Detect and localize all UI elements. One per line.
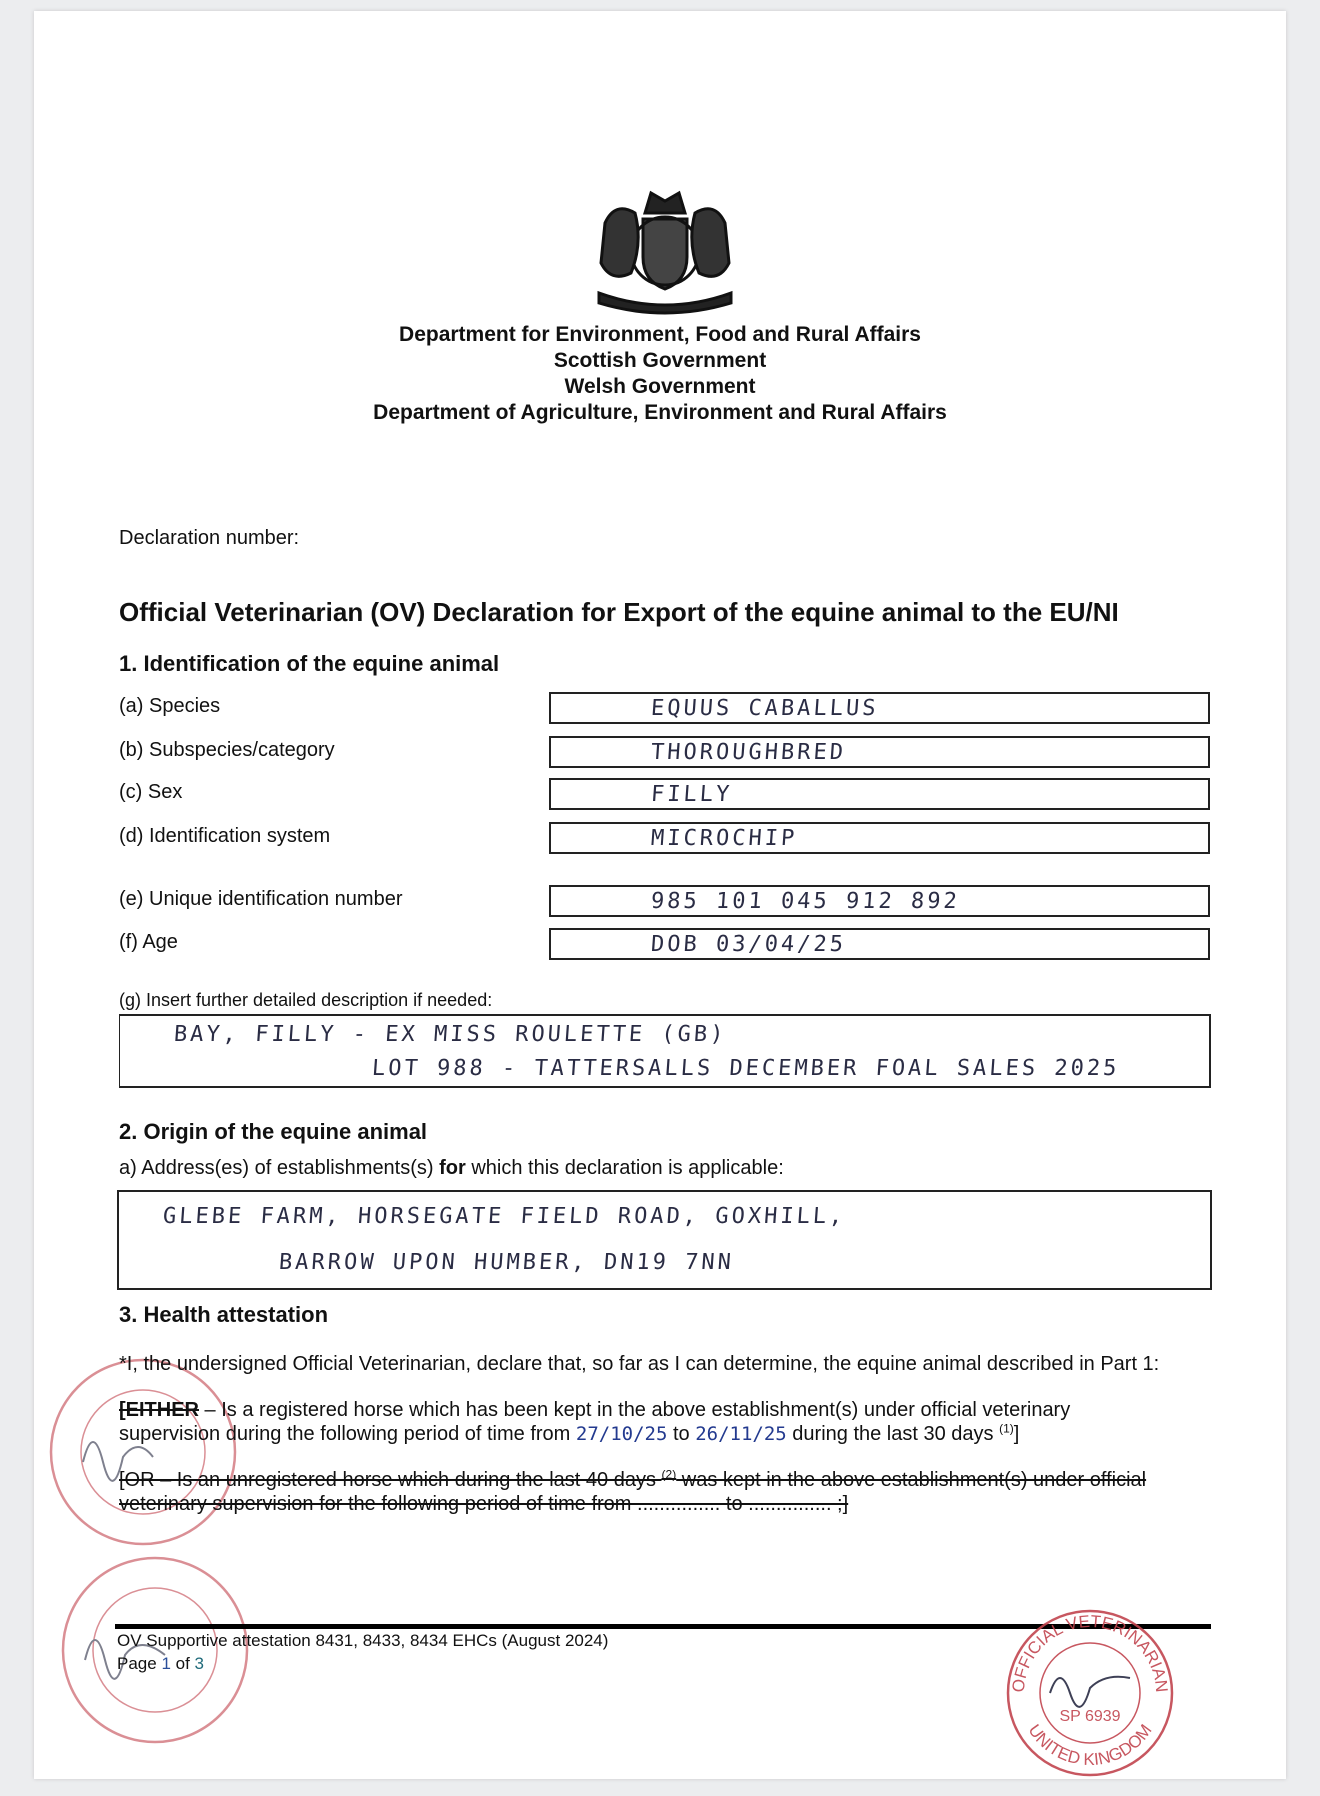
- stamp-top-text: OFFICIAL VETERINARIAN: [1008, 1611, 1172, 1694]
- subspecies-label: (b) Subspecies/category: [119, 739, 335, 761]
- subspecies-field[interactable]: [549, 736, 1210, 768]
- section3-heading: 3. Health attestation: [119, 1302, 329, 1327]
- id-system-label: (d) Identification system: [119, 825, 331, 847]
- description-label: (g) Insert further detailed description if needed:: [119, 990, 493, 1010]
- department-daera: Department of Agriculture, Environment and Rural Affairs: [373, 401, 947, 424]
- age-value: DOB 03/04/25: [650, 932, 847, 957]
- either-clause: [EITHER – Is a registered horse which has been kept in the above establishment(s) under official veterinary supervision during the following period of time from 27/10/25 to 26/11/25 during the last 30 days $^{(1)}$]: [119, 1399, 1071, 1445]
- species-field[interactable]: [549, 692, 1210, 724]
- stamp-code: SP 6939: [1059, 1708, 1121, 1725]
- age-field[interactable]: [549, 928, 1210, 960]
- department-scottish-government: Scottish Government: [553, 349, 767, 372]
- department-defra: Department for Environment, Food and Rural Affairs: [399, 323, 921, 346]
- unique-id-label: (e) Unique identification number: [119, 888, 403, 910]
- unique-id-field[interactable]: [549, 885, 1210, 917]
- section2-heading: 2. Origin of the equine animal: [119, 1119, 428, 1144]
- sex-value: FILLY: [650, 782, 734, 807]
- sex-field[interactable]: [549, 778, 1210, 810]
- description-line-1: BAY, FILLY - EX MISS ROULETTE (GB): [173, 1022, 728, 1047]
- species-value: EQUUS CABALLUS: [650, 696, 880, 721]
- address-line-1: GLEBE FARM, HORSEGATE FIELD ROAD, GOXHILL,: [162, 1204, 847, 1229]
- footer-attestation: OV Supportive attestation 8431, 8433, 8434 EHCs (August 2024): [117, 1631, 609, 1650]
- royal-crest-icon: [585, 183, 745, 315]
- declaration-number-label: Declaration number:: [119, 527, 300, 549]
- stamp-bottom-text: UNITED KINGDOM: [1024, 1720, 1156, 1770]
- footer-divider: [115, 1624, 1211, 1629]
- description-field[interactable]: [119, 1014, 1211, 1088]
- description-line-2: LOT 988 - TATTERSALLS DECEMBER FOAL SALES 2025: [371, 1056, 1121, 1081]
- health-attestation-body: [119, 1352, 1211, 1538]
- document-title: Official Veterinarian (OV) Declaration for Export of the equine animal to the EU/NI: [119, 597, 1119, 627]
- department-welsh-government: Welsh Government: [564, 375, 756, 398]
- or-clause: [OR – Is an unregistered horse which during the last 40 days $^{(2)}$ was kept in the above establishment(s) under official veterinary supervision for the following period of time from ............... to ............... ;]: [119, 1467, 1147, 1515]
- address-field[interactable]: [117, 1190, 1212, 1290]
- address-line-2: BARROW UPON HUMBER, DN19 7NN: [278, 1250, 735, 1275]
- unique-id-value: 985 101 045 912 892: [650, 889, 961, 914]
- id-system-value: MICROCHIP: [650, 826, 799, 851]
- date-from: 27/10/25: [575, 1423, 668, 1445]
- species-label: (a) Species: [119, 695, 221, 717]
- section1-heading: 1. Identification of the equine animal: [119, 651, 500, 676]
- address-label: a) Address(es) of establishments(s) for which this declaration is applicable:: [119, 1157, 784, 1179]
- age-label: (f) Age: [119, 931, 178, 953]
- date-to: 26/11/25: [695, 1423, 787, 1445]
- subspecies-value: THOROUGHBRED: [650, 740, 847, 765]
- page-number: Page 1 of 3: [117, 1654, 204, 1673]
- attestation-intro: *I, the undersigned Official Veterinarian, declare that, so far as I can determine, the equine animal described in Part 1:: [119, 1353, 1160, 1375]
- sex-label: (c) Sex: [119, 781, 183, 803]
- id-system-field[interactable]: [549, 822, 1210, 854]
